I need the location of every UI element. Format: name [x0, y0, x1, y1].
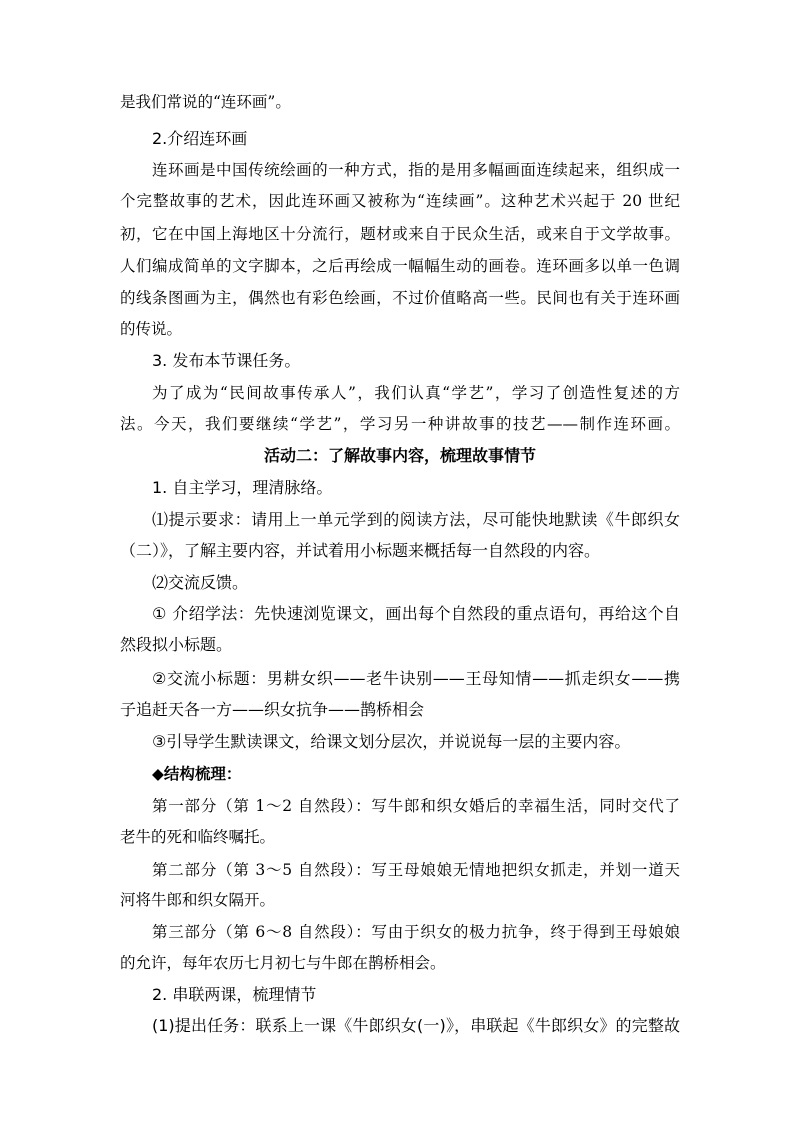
text-line: 的传说。 [120, 320, 183, 338]
text-line: ⑵交流反馈。 [152, 573, 249, 592]
text-line: 的允许，每年农历七月初七与牛郎在鹊桥相会。 [120, 954, 446, 972]
text-line: 人们编成简单的文字脚本，之后再绘成一幅幅生动的画卷。连环画多以单一色调 [120, 257, 680, 275]
text-line: 连环画是中国传统绘画的一种方式，指的是用多幅画面连续起来，组织成一 [152, 161, 680, 179]
text-line: 个完整故事的艺术，因此连环画又被称为“连续画”。这种艺术兴起于 20 世纪 [120, 192, 680, 210]
text-line: 第二部分（第 3～5 自然段）：写王母娘娘无情地把织女抓走，并划一道天 [152, 861, 680, 879]
section-heading: 2. 串联两课，梳理情节 [152, 985, 317, 1004]
activity-title: 活动二：了解故事内容，梳理故事情节 [263, 446, 536, 465]
text-line: 法。今天，我们要继续“学艺”，学习另一种讲故事的技艺——制作连环画。 [120, 415, 680, 433]
text-line: 第一部分（第 1～2 自然段）：写牛郎和织女婚后的幸福生活，同时交代了 [152, 797, 680, 815]
text-line: ① 介绍学法：先快速浏览课文，画出每个自然段的重点语句，再给这个自 [152, 604, 680, 623]
text-line: ②交流小标题：男耕女织——老牛诀别——王母知情——抓走织女——携 [152, 669, 680, 688]
section-heading: 2.介绍连环画 [152, 129, 248, 148]
text-line: 子追赶天各一方——织女抗争——鹊桥相会 [120, 700, 425, 719]
structure-heading: ◆结构梳理： [152, 764, 242, 783]
text-line: 第三部分（第 6～8 自然段）：写由于织女的极力抗争，终于得到王母娘娘 [152, 923, 680, 941]
text-line: ③引导学生默读课文，给课文划分层次，并说说每一层的主要内容。 [152, 732, 631, 751]
text-line: ⑴提示要求：请用上一单元学到的阅读方法，尽可能快地默读《牛郎织女 [152, 510, 680, 529]
text-line: 为了成为“民间故事传承人”，我们认真“学艺”，学习了创造性复述的方 [152, 384, 680, 402]
text-line: 河将牛郎和织女隔开。 [120, 891, 276, 909]
text-line: （二）》，了解主要内容，并试着用小标题来概括每一自然段的内容。 [120, 541, 601, 560]
text-line: 的线条图画为主，偶然也有彩色绘画，不过价值略高一些。民间也有关于连环画 [120, 289, 680, 307]
text-line: 初，它在中国上海地区十分流行，题材或来自于民众生活，或来自于文学故事。 [120, 225, 680, 243]
section-heading: 1. 自主学习，理清脉络。 [152, 478, 333, 497]
text-line: 是我们常说的“连环画”。 [120, 93, 291, 111]
text-line: 然段拟小标题。 [120, 635, 233, 654]
section-heading: 3. 发布本节课任务。 [152, 351, 301, 370]
text-line: (1)提出任务：联系上一课《牛郎织女(一)》，串联起《牛郎织女》的完整故 [152, 1016, 680, 1035]
text-line: 老牛的死和临终嘱托。 [120, 828, 276, 846]
